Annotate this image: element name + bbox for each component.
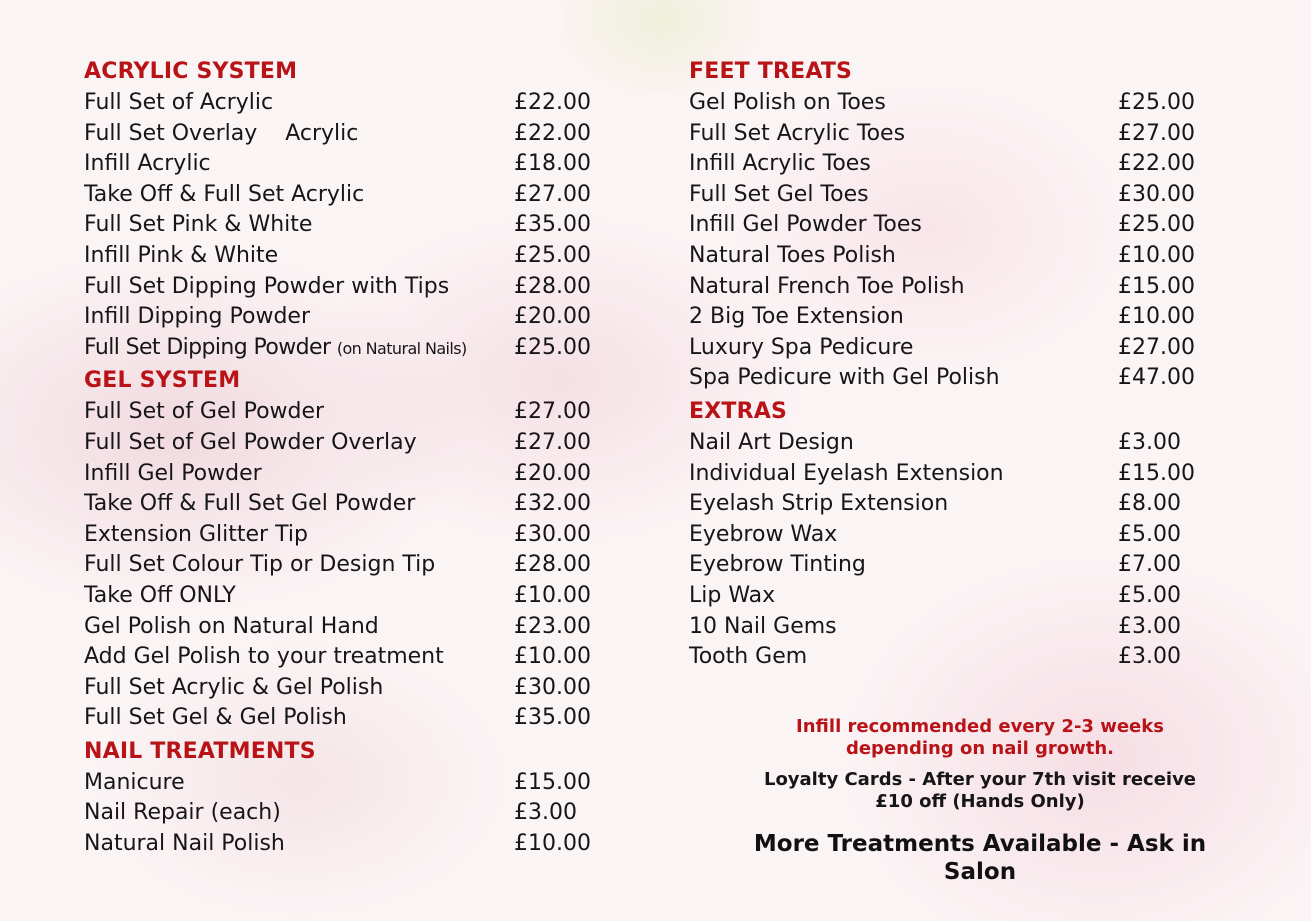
item-price: £25.00 xyxy=(1118,212,1195,238)
price-row xyxy=(84,333,624,364)
item-price: £7.00 xyxy=(1118,552,1181,578)
price-row xyxy=(84,829,624,860)
price-row xyxy=(84,88,624,119)
item-name: Infill Acrylic xyxy=(84,151,211,177)
section-title-feet: FEET TREATS xyxy=(689,59,853,84)
item-price: £22.00 xyxy=(514,90,591,115)
item-name: Gel Polish on Toes xyxy=(689,90,886,115)
item-price: £23.00 xyxy=(514,613,591,639)
item-name: Full Set of Acrylic xyxy=(84,90,274,115)
item-price: £10.00 xyxy=(514,831,591,857)
price-row xyxy=(84,703,624,734)
item-price: £47.00 xyxy=(1118,365,1195,391)
item-price: £3.00 xyxy=(514,800,577,826)
price-row xyxy=(84,302,624,333)
price-row xyxy=(689,119,1249,150)
item-note: (on Natural Nails) xyxy=(336,338,467,358)
price-row xyxy=(84,798,624,829)
item-name: Eyelash Strip Extension xyxy=(689,491,949,517)
infill-note-line2: depending on nail growth. xyxy=(845,738,1115,759)
item-price: £35.00 xyxy=(514,212,591,238)
item-name: Full Set Dipping Powder with Tips xyxy=(84,273,450,299)
loyalty-note xyxy=(740,769,1220,813)
price-row xyxy=(84,612,624,643)
item-price: £27.00 xyxy=(1118,120,1195,146)
item-name: Full Set Acrylic & Gel Polish xyxy=(84,674,384,700)
item-name: Full Set of Gel Powder xyxy=(84,399,325,425)
item-price: £3.00 xyxy=(1118,644,1181,670)
price-row xyxy=(84,550,624,581)
item-name: Nail Art Design xyxy=(689,429,854,455)
item-price: £32.00 xyxy=(514,491,591,517)
item-price: £30.00 xyxy=(514,674,591,700)
left-column xyxy=(84,58,624,860)
item-price: £3.00 xyxy=(1118,429,1181,455)
item-price: £25.00 xyxy=(1118,90,1195,115)
item-name: Infill Gel Powder Toes xyxy=(689,212,922,238)
item-name: Extension Glitter Tip xyxy=(84,521,308,547)
item-price: £27.00 xyxy=(514,429,591,455)
item-price: £3.00 xyxy=(1118,613,1181,639)
item-name: 10 Nail Gems xyxy=(689,613,837,639)
price-row xyxy=(84,180,624,211)
item-name: Individual Eyelash Extension xyxy=(689,460,1004,486)
item-name: Infill Gel Powder xyxy=(84,460,262,486)
price-row xyxy=(689,520,1249,551)
price-row xyxy=(84,210,624,241)
section-title-gel: GEL SYSTEM xyxy=(84,368,241,394)
item-price: £10.00 xyxy=(514,582,591,608)
price-row xyxy=(84,397,624,428)
infill-note-line1: Infill recommended every 2-3 weeks xyxy=(796,716,1164,737)
item-name: 2 Big Toe Extension xyxy=(689,304,904,330)
item-price: £15.00 xyxy=(1118,273,1195,299)
price-row xyxy=(84,119,624,150)
item-name: Eyebrow Tinting xyxy=(689,552,866,578)
item-price: £27.00 xyxy=(514,181,591,207)
more-treatments-note: More Treatments Available - Ask in Salon xyxy=(753,831,1207,885)
item-name: Gel Polish on Natural Hand xyxy=(84,613,379,639)
price-row xyxy=(689,241,1249,272)
item-name: Eyebrow Wax xyxy=(689,521,838,547)
price-row xyxy=(84,642,624,673)
price-row xyxy=(689,210,1249,241)
price-row xyxy=(84,673,624,704)
item-price: £25.00 xyxy=(514,242,591,268)
loyalty-note-line2: £10 off (Hands Only) xyxy=(875,791,1085,812)
acrylic-items xyxy=(84,88,624,363)
item-price: £22.00 xyxy=(1118,151,1195,177)
extras-section xyxy=(689,398,1249,673)
price-row xyxy=(689,489,1249,520)
item-name: Full Set of Gel Powder Overlay xyxy=(84,429,417,455)
item-name: Manicure xyxy=(84,769,185,795)
price-row xyxy=(84,149,624,180)
item-name: Nail Repair (each) xyxy=(84,800,281,826)
item-name: Natural Toes Polish xyxy=(689,242,896,268)
item-price: £30.00 xyxy=(514,521,591,547)
item-name: Full Set Acrylic Toes xyxy=(689,120,906,146)
item-name: Full Set Colour Tip or Design Tip xyxy=(84,552,436,578)
nail-treatments-section xyxy=(84,738,624,860)
item-name: Add Gel Polish to your treatment xyxy=(84,644,444,670)
notes-block xyxy=(740,716,1220,886)
price-row xyxy=(689,642,1249,673)
loyalty-note-line1: Loyalty Cards - After your 7th visit receive xyxy=(763,769,1197,790)
price-row xyxy=(84,581,624,612)
extras-items xyxy=(689,428,1249,673)
item-price: £5.00 xyxy=(1118,582,1181,608)
price-row xyxy=(84,272,624,303)
price-row xyxy=(689,581,1249,612)
price-row xyxy=(689,612,1249,643)
price-row xyxy=(84,489,624,520)
item-name: Full Set Gel & Gel Polish xyxy=(84,705,347,731)
price-row xyxy=(689,88,1249,119)
item-price: £18.00 xyxy=(514,151,591,177)
price-row xyxy=(84,768,624,799)
price-row xyxy=(689,180,1249,211)
price-row xyxy=(84,520,624,551)
feet-items xyxy=(689,88,1249,394)
gel-section xyxy=(84,367,624,734)
item-name: Take Off ONLY xyxy=(84,582,236,608)
acrylic-section xyxy=(84,58,624,363)
item-name: Take Off & Full Set Acrylic xyxy=(84,181,365,207)
item-name: Full Set Pink & White xyxy=(84,212,313,238)
item-price: £10.00 xyxy=(514,644,591,670)
price-row xyxy=(84,459,624,490)
item-name: Infill Pink & White xyxy=(84,242,279,268)
price-row xyxy=(689,149,1249,180)
nail-treatments-items xyxy=(84,768,624,860)
gel-items xyxy=(84,397,624,734)
item-name: Luxury Spa Pedicure xyxy=(689,334,914,360)
section-title-acrylic: ACRYLIC SYSTEM xyxy=(84,59,298,84)
item-name: Natural Nail Polish xyxy=(84,831,285,857)
item-price: £28.00 xyxy=(514,273,591,299)
item-price: £5.00 xyxy=(1118,521,1181,547)
item-price: £15.00 xyxy=(1118,460,1195,486)
item-name: Infill Dipping Powder xyxy=(84,304,310,330)
item-name: Lip Wax xyxy=(689,582,776,608)
item-name: Take Off & Full Set Gel Powder xyxy=(84,491,416,517)
item-price: £20.00 xyxy=(514,304,591,330)
price-row xyxy=(689,363,1249,394)
price-row xyxy=(689,302,1249,333)
item-price: £10.00 xyxy=(1118,242,1195,268)
item-price: £27.00 xyxy=(514,399,591,425)
item-price: £22.00 xyxy=(514,120,591,146)
item-name: Full Set Gel Toes xyxy=(689,181,869,207)
price-row xyxy=(84,428,624,459)
item-price: £35.00 xyxy=(514,705,591,731)
item-price: £10.00 xyxy=(1118,304,1195,330)
price-row xyxy=(689,272,1249,303)
item-price: £20.00 xyxy=(514,460,591,486)
item-price: £25.00 xyxy=(514,334,591,360)
infill-note xyxy=(740,716,1220,760)
price-row xyxy=(689,459,1249,490)
feet-section xyxy=(689,58,1249,394)
item-price: £30.00 xyxy=(1118,181,1195,207)
right-column xyxy=(689,58,1249,673)
price-row xyxy=(689,428,1249,459)
item-name: Full Set Dipping Powder (on Natural Nails) xyxy=(84,334,467,360)
item-name: Tooth Gem xyxy=(689,644,808,670)
price-row xyxy=(84,241,624,272)
item-name: Infill Acrylic Toes xyxy=(689,151,871,177)
item-price: £27.00 xyxy=(1118,334,1195,360)
item-name: Natural French Toe Polish xyxy=(689,273,965,299)
section-title-extras: EXTRAS xyxy=(689,398,788,424)
price-row xyxy=(689,550,1249,581)
item-price: £28.00 xyxy=(514,552,591,578)
price-row xyxy=(689,333,1249,364)
section-title-nail-treatments: NAIL TREATMENTS xyxy=(84,738,316,764)
item-price: £8.00 xyxy=(1118,491,1181,517)
item-price: £15.00 xyxy=(514,769,591,795)
item-name: Spa Pedicure with Gel Polish xyxy=(689,365,1000,391)
item-name: Full Set Overlay Acrylic xyxy=(84,120,359,146)
